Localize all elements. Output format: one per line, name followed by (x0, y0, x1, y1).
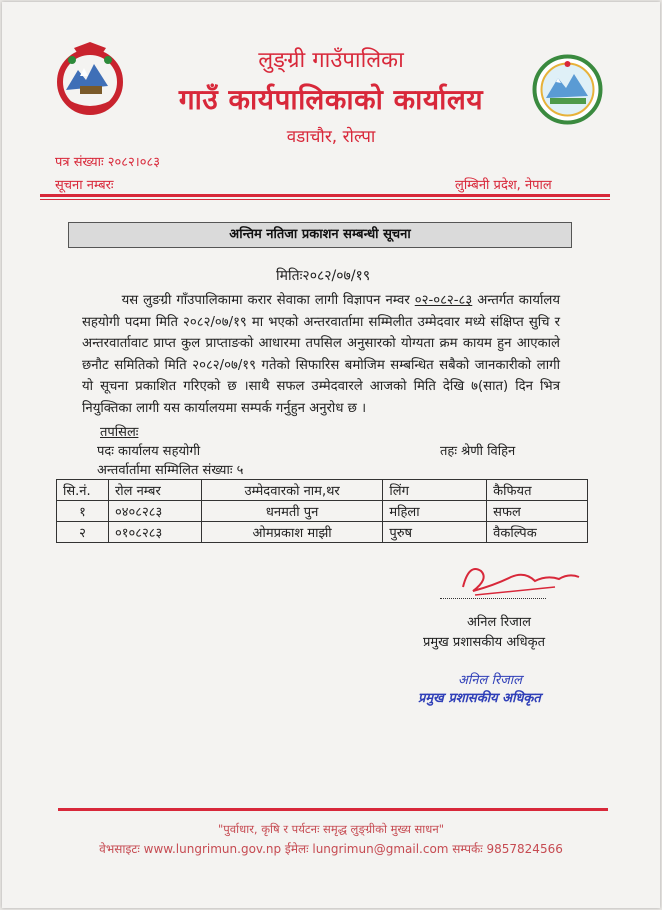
cell-remarks: सफल (487, 501, 588, 522)
handwritten-signature (455, 557, 585, 607)
notice-body (82, 290, 560, 420)
header-roll: रोल नम्बर (108, 480, 201, 501)
ad-number: ०२-०८२-८३ (414, 293, 473, 308)
signature-line (440, 597, 546, 599)
cell-roll: ०१०८२८३ (108, 522, 201, 543)
signatory-title: प्रमुख प्रशासकीय अधिकृत (423, 635, 546, 650)
footer-divider (58, 808, 608, 811)
notice-date: मितिः२०८२/०७/१९ (276, 268, 371, 284)
province-label: लुम्बिनी प्रदेश, नेपाल (455, 178, 552, 193)
body-part-1: यस लुङग्री गाँउपालिकामा करार सेवाका लागी विज्ञापन नम्वर (121, 293, 415, 308)
cell-gender: महिला (383, 501, 487, 522)
stamp-title: प्रमुख प्रशासकीय अधिकृत (418, 691, 541, 706)
level-label: तहः श्रेणी विहिन (440, 444, 516, 459)
notice-title: अन्तिम नतिजा प्रकाशन सम्बन्धी सूचना (68, 222, 572, 248)
header-gender: लिंग (383, 480, 487, 501)
details-label: तपसिलः (100, 425, 139, 440)
notice-number: सूचना नम्बरः (55, 178, 114, 193)
header-divider (40, 194, 610, 197)
cell-serial: २ (57, 522, 109, 543)
footer-motto: "पुर्वाधार, कृषि र पर्यटनः समृद्ध लुङ्ग्रीको मुख्य साधन" (217, 822, 445, 836)
header-name: उम्मेदवारको नाम,थर (201, 480, 383, 501)
body-part-2: अन्तर्गत कार्यालय सहयोगी पदमा मिति २०८२/०७/१९ मा भएको अन्तरवार्तामा सम्मिलीत उम्मेदवार मध्ये संक्षिप्त सुचि र अन्तरवार्तावाट प्राप्त कुल प्राप्ताङको आधारमा तपसिल अनुसारको योग्यता क्रम कायम हुन आएकाले छनौट समितिको मिति २०८२/०७/१९ गतेको सिफारिस बमोजिम सम्बन्धित सबैको जानकारीको लागी यो सूचना प्रकाशित गरिएको छ ।साथै सफल उम्मेदवारले आजको मिति देखि ७(सात) दिन भित्र नियुक्तिका लागी यस कार्यालयमा सम्पर्क गर्नुहुन अनुरोध छ । (82, 293, 560, 416)
cell-name: ओमप्रकाश माझी (201, 522, 383, 543)
signatory-name: अनिल रिजाल (467, 615, 531, 630)
cell-remarks: वैकल्पिक (487, 522, 588, 543)
table-header-row (57, 480, 588, 501)
municipality-name: लुङ्ग्री गाउँपालिका (258, 48, 404, 73)
office-name: गाउँ कार्यपालिकाको कार्यालय (178, 83, 484, 116)
cell-serial: १ (57, 501, 109, 522)
letter-number: पत्र संख्याः २०८२।०८३ (55, 155, 160, 170)
table-row (57, 522, 588, 543)
office-location: वडाचौर, रोल्पा (286, 127, 376, 147)
header-divider-thin (40, 199, 610, 200)
header-serial: सि.नं. (57, 480, 109, 501)
stamp-name: अनिल रिजाल (458, 673, 522, 688)
cell-roll: ०४०८२८३ (108, 501, 201, 522)
post-label: पदः कार्यालय सहयोगी (97, 444, 201, 459)
footer-contact: वेभसाइटः www.lungrimun.gov.np ईमेलः lungrimun@gmail.com सम्पर्कः 9857824566 (99, 842, 563, 856)
cell-gender: पुरुष (383, 522, 487, 543)
cell-name: धनमती पुन (201, 501, 383, 522)
header-remarks: कैफियत (487, 480, 588, 501)
table-row (57, 501, 588, 522)
participants-count: अन्तर्वार्तामा सम्मिलित संख्याः ५ (97, 463, 244, 478)
results-table (56, 479, 588, 543)
